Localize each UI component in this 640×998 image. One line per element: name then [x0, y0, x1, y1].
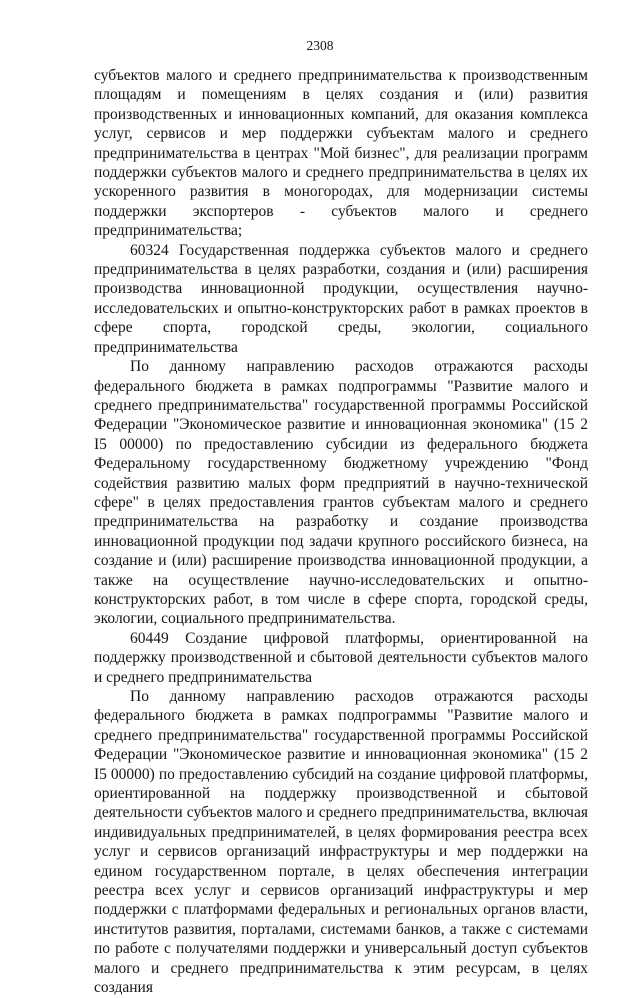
paragraph-60324-description: По данному направлению расходов отражаются расходы федерального бюджета в рамках подпрограммы "Развитие малого и среднего предпринимательства" государственной программы Российской Федерации "Экономическое развитие и инновационная экономика" (15 2 I5 00000) по предоставлению субсидии из федерального бюджета Федеральному государственному бюджетному учреждению "Фонд содействия развитию малых форм предприятий в научно-технической сфере" в целях предоставления грантов субъектам малого и среднего предпринимательства на разработку и создание производства инновационной продукции под задачи крупного российского бизнеса, на создание и (или) расширение производства инновационной продукции, а также на осуществление научно-исследовательских и опытно-конструкторских работ, в том числе в сфере спорта, городской среды, экологии, социального предпринимательства.	[94, 358, 588, 628]
paragraph-60324-heading: 60324 Государственная поддержка субъектов малого и среднего предпринимательства в целях разработки, создания и (или) расширения производства инновационной продукции, осуществления научно-исследовательских и опытно-конструкторских работ в рамках проектов в сфере спорта, городской среды, экологии, социального предпринимательства	[94, 241, 588, 356]
document-body	[94, 66, 588, 998]
paragraph-60449-heading: 60449 Создание цифровой платформы, ориентированной на поддержку производственной и сбытовой деятельности субъектов малого и среднего предпринимательства	[94, 629, 588, 686]
page-number: 2308	[306, 38, 334, 53]
paragraph-60449-description: По данному направлению расходов отражаются расходы федерального бюджета в рамках подпрограммы "Развитие малого и среднего предпринимательства" государственной программы Российской Федерации "Экономическое развитие и инновационная экономика" (15 2 I5 00000) по предоставлению субсидий на создание цифровой платформы, ориентированной на поддержку производственной и сбытовой деятельности субъектов малого и среднего предпринимательства, включая индивидуальных предпринимателей, в целях формирования реестра всех услуг и сервисов организаций инфраструктуры и мер поддержки на едином государственном портале, в целях обеспечения интеграции реестра всех услуг и сервисов организаций инфраструктуры и мер поддержки с платформами федеральных и региональных органов власти, институтов развития, порталами, системами банков, а также с системами по работе с получателями поддержки и универсальный доступ субъектов малого и среднего предпринимательства к этим ресурсам, в целях создания	[94, 688, 588, 997]
paragraph-continuation: субъектов малого и среднего предпринимательства к производственным площадям и помещениям в целях создания и (или) развития производственных и инновационных компаний, для оказания комплекса услуг, сервисов и мер поддержки субъектам малого и среднего предпринимательства в центрах "Мой бизнес", для реализации программ поддержки субъектов малого и среднего предпринимательства в целях их ускоренного развития в моногородах, для модернизации системы поддержки экспортеров - субъектов малого и среднего предпринимательства;	[94, 67, 588, 240]
